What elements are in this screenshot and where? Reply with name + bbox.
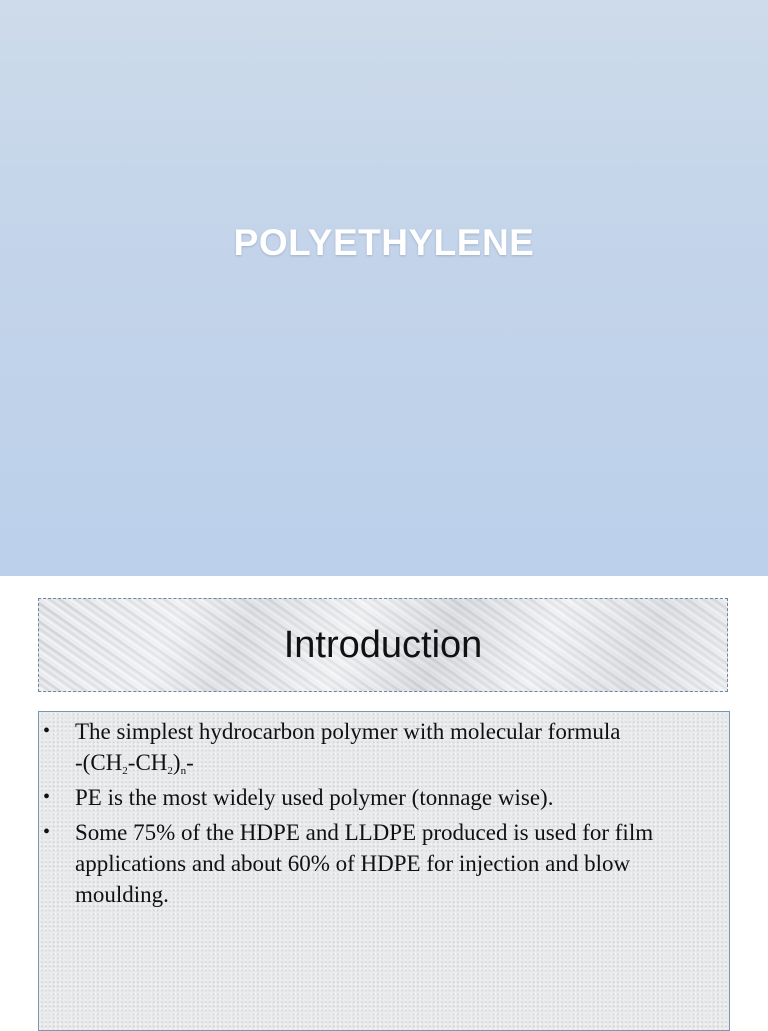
bullet-text: Some 75% of the HDPE and LLDPE produced is used for film applications and about 60% of HDPE for injection and blow moulding. [75, 820, 654, 907]
slide-title: POLYETHYLENE [233, 222, 535, 263]
content-box [38, 711, 730, 1031]
formula-part: -(CH [75, 750, 123, 775]
section-heading: Introduction [283, 623, 483, 666]
bullet-list [39, 716, 729, 914]
bullet-icon: • [43, 720, 51, 742]
formula-part: -CH [127, 750, 168, 775]
bullet-text: The simplest hydrocarbon polymer with molecular formula [75, 719, 621, 744]
bullet-icon: • [43, 786, 51, 808]
bullet-icon: • [43, 821, 51, 843]
bullet-item-applications [39, 817, 729, 910]
formula-part: - [186, 750, 194, 775]
formula-part: ) [172, 750, 181, 775]
formula-subscript: n [180, 765, 187, 777]
bullet-item-formula [39, 716, 729, 778]
bullet-text: PE is the most widely used polymer (tonnage wise). [75, 785, 554, 810]
introduction-slide [0, 576, 768, 1024]
formula-subscript: 2 [167, 765, 173, 777]
formula-subscript: 2 [122, 765, 128, 777]
bullet-item-usage [39, 782, 729, 813]
title-box [38, 598, 728, 692]
